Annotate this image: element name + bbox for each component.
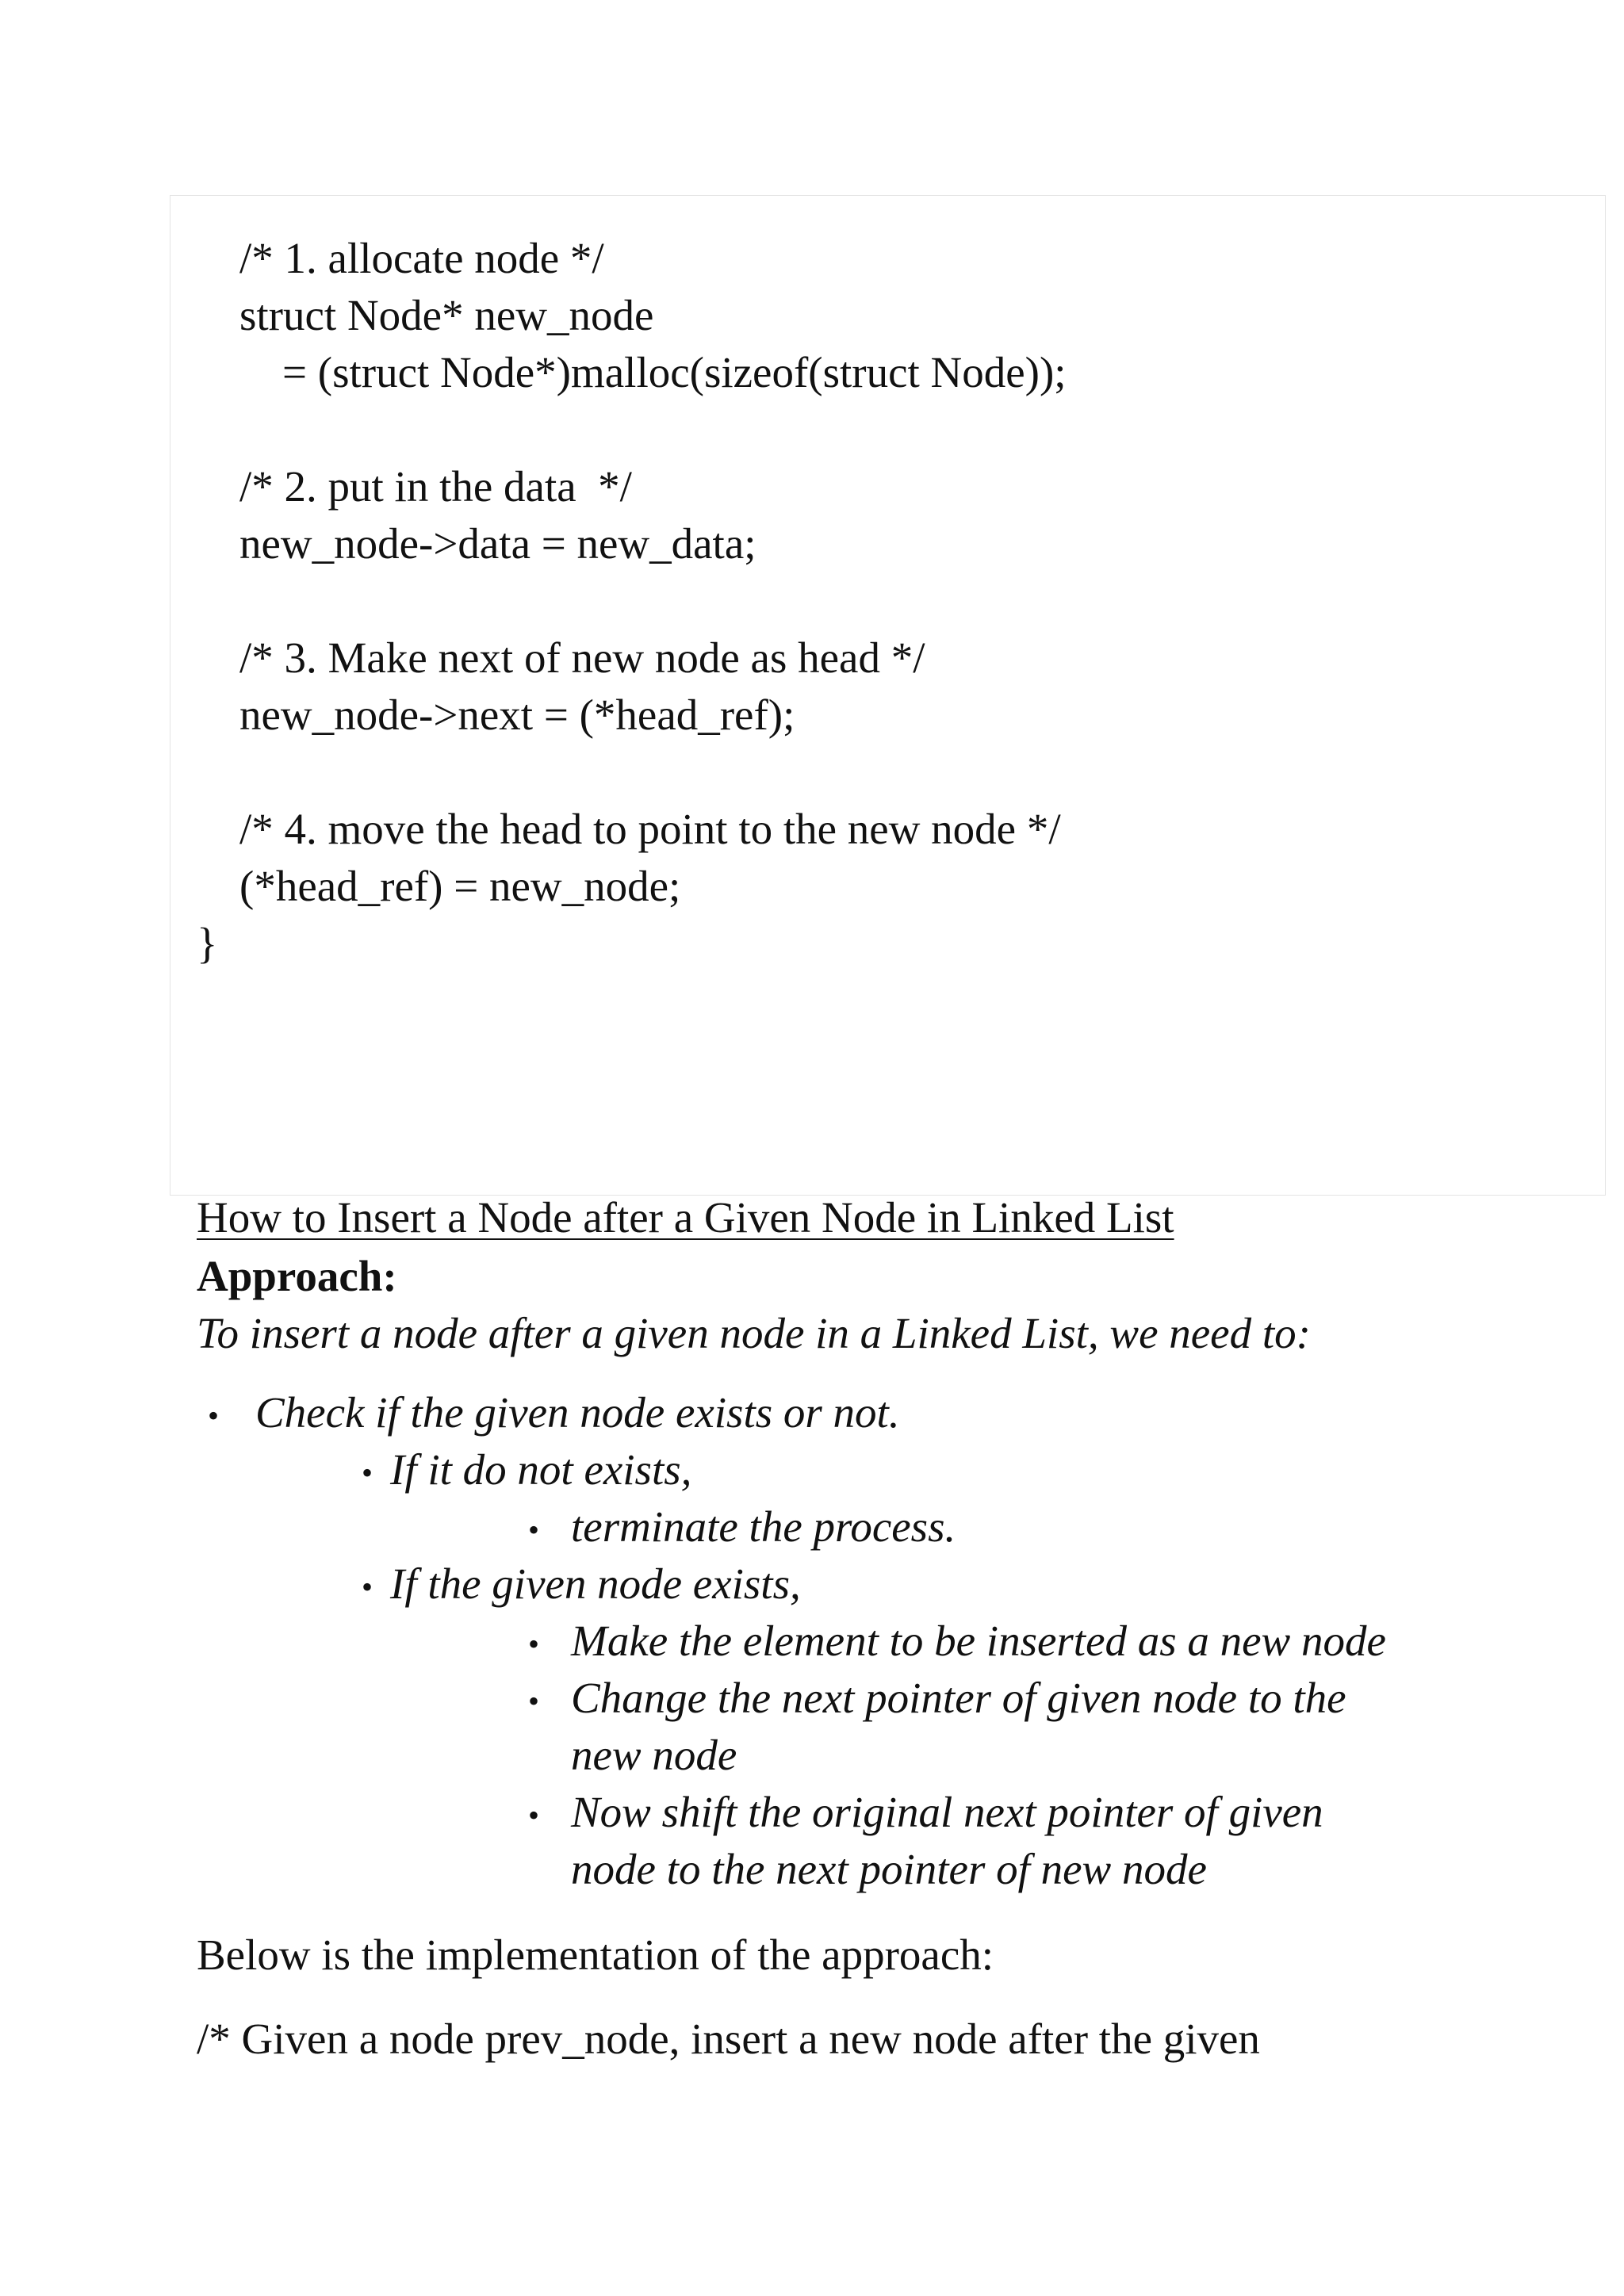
bullet-shift-pointer-cont: node to the next pointer of new node: [571, 1845, 1207, 1893]
code-closing-brace: }: [197, 919, 218, 967]
bullet-dot: •: [528, 1512, 540, 1548]
code-comment-line: /* Given a node prev_node, insert a new node after the given: [197, 2015, 1260, 2063]
code-line-4: /* 2. put in the data */: [239, 462, 632, 511]
bullet-dot: •: [528, 1797, 540, 1833]
code-line-8: /* 4. move the head to point to the new node */: [239, 805, 1061, 853]
section-heading-link[interactable]: How to Insert a Node after a Given Node in Linked List: [197, 1193, 1174, 1242]
code-line-1: /* 1. allocate node */: [239, 234, 604, 282]
bullet-shift-pointer: Now shift the original next pointer of given: [571, 1788, 1323, 1836]
bullet-dot: •: [528, 1626, 540, 1662]
bullet-dot: •: [528, 1683, 540, 1719]
code-line-5: new_node->data = new_data;: [239, 519, 756, 568]
bullet-check-node: Check if the given node exists or not.: [255, 1388, 900, 1437]
bullet-if-not-exists: If it do not exists,: [390, 1445, 692, 1494]
approach-label: Approach:: [197, 1252, 397, 1300]
bullet-dot: •: [362, 1455, 373, 1490]
bullet-change-pointer-cont: new node: [571, 1731, 737, 1779]
bullet-dot: •: [362, 1569, 373, 1605]
code-line-7: new_node->next = (*head_ref);: [239, 691, 795, 739]
bullet-dot: •: [208, 1398, 220, 1433]
code-line-6: /* 3. Make next of new node as head */: [239, 633, 925, 682]
bullet-terminate: terminate the process.: [571, 1502, 956, 1551]
bullet-make-node: Make the element to be inserted as a new node: [571, 1617, 1386, 1665]
code-line-2: struct Node* new_node: [239, 291, 654, 339]
code-line-3: = (struct Node*)malloc(sizeof(struct Node));: [282, 348, 1067, 396]
intro-text: To insert a node after a given node in a Linked List, we need to:: [197, 1309, 1311, 1357]
code-line-9: (*head_ref) = new_node;: [239, 862, 681, 910]
bullet-if-exists: If the given node exists,: [390, 1559, 801, 1608]
bullet-change-pointer: Change the next pointer of given node to the: [571, 1674, 1346, 1722]
implementation-note: Below is the implementation of the approach:: [197, 1931, 994, 1979]
